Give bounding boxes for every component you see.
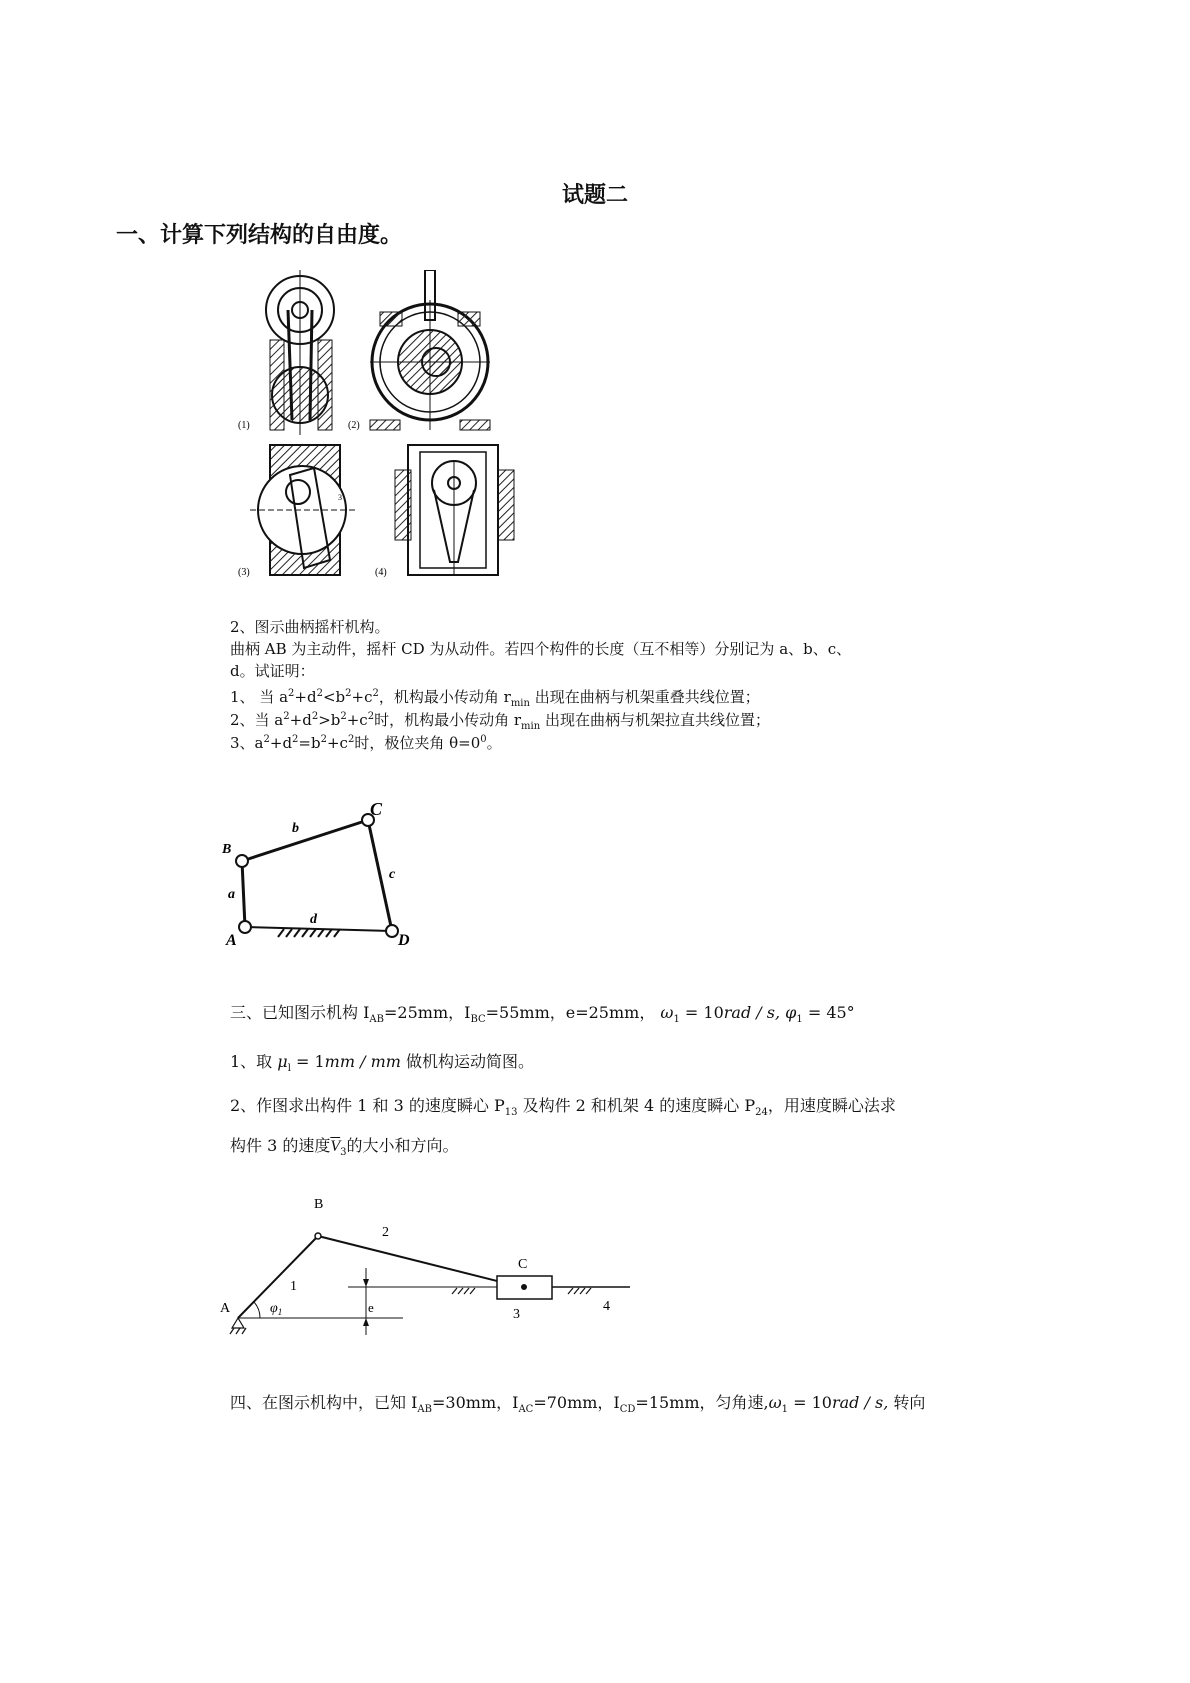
label-2: 2: [382, 1225, 389, 1240]
section-3-heading: 三、已知图示机构 $I_{AB}=25mm$，$I_{BC}=55mm$，e=25mm， $\omega_1 = 10rad / s$, $\varphi_1 = 45^\circ$: [230, 1003, 855, 1026]
label-3: 3: [513, 1307, 520, 1322]
mechanism-figures: [230, 270, 550, 590]
label-C: C: [370, 799, 383, 819]
label-phi: $\varphi_1$: [270, 1301, 283, 1317]
label-d: d: [310, 912, 317, 927]
label-a: a: [228, 887, 235, 902]
section-3-item-2-line-2: 构件 3 的速度$\overline{V}_3$的大小和方向。: [230, 1136, 459, 1159]
section-2-heading: 2、图示曲柄摇杆机构。: [230, 618, 390, 636]
slider-crank-figure: [218, 1190, 648, 1350]
figure-4: [395, 445, 514, 575]
section-4-heading: 四、在图示机构中，已知 $I_{AB}=30mm$，$I_{AC}=70mm$，$I_{CD}=15mm$，匀角速$,\omega_1 = 10rad / s$, 转向: [230, 1393, 926, 1416]
section-1-heading: 一、计算下列结构的自由度。: [116, 222, 403, 248]
figure-1: [266, 270, 334, 435]
label-c: c: [389, 867, 396, 882]
svg-text:3: 3: [338, 493, 342, 502]
section-2-item-2: 2、当 $a^2+d^2>b^2+c^2$时，机构最小传动角 $r_{min}$ 出现在曲柄与机架拉直共线位置；: [230, 711, 770, 732]
label-B: B: [222, 842, 232, 857]
four-bar-linkage-figure: [218, 795, 438, 960]
label-e: e: [368, 1300, 374, 1315]
section-2-item-3: 3、$a^2+d^2=b^2+c^2$时，极位夹角 $\theta=0^0$。: [230, 734, 502, 752]
figure-2: [370, 270, 490, 430]
fig-label-2: (2): [348, 420, 360, 431]
figure-3: [250, 445, 355, 575]
page-title: 试题二: [561, 182, 628, 208]
fig-label-1: (1): [238, 420, 250, 431]
section-2-line-1: 曲柄 AB 为主动件，摇杆 CD 为从动件。若四个构件的长度（互不相等）分别记为 a、b、c、: [230, 640, 852, 658]
label-4: 4: [603, 1299, 610, 1314]
fig-label-3: (3): [238, 567, 250, 578]
label-D: D: [398, 932, 410, 949]
section-2-item-1: 1、 当 $a^2+d^2<b^2+c^2$，机构最小传动角 $r_{min}$ 出现在曲柄与机架重叠共线位置；: [230, 688, 760, 709]
label-A: A: [220, 1301, 231, 1316]
section-3-item-1: 1、取 $\mu_l = 1mm$ / mm 做机构运动简图。: [230, 1052, 534, 1075]
label-1: 1: [290, 1279, 297, 1294]
section-3-item-2: 2、作图求出构件 1 和 3 的速度瞬心 $P_{13}$ 及构件 2 和机架 4 的速度瞬心 $P_{24}$，用速度瞬心法求: [230, 1096, 896, 1119]
label-A: A: [226, 932, 237, 949]
fig-label-4: (4): [375, 567, 387, 578]
label-b: b: [292, 821, 299, 836]
label-B: B: [314, 1197, 324, 1212]
label-C: C: [518, 1257, 528, 1272]
section-2-line-2: d。试证明：: [230, 662, 315, 680]
